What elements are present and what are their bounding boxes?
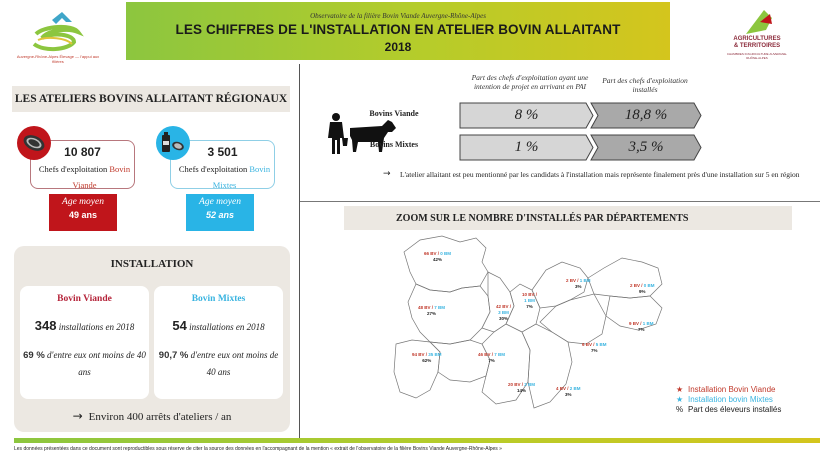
dept-label: 2 BV / 0 BM 9% (630, 283, 655, 294)
installation-mixte-pct: 90,7 % d'entre eux ont moins de 40 ans (158, 350, 279, 377)
agricultures-territoires-logo (726, 8, 788, 64)
installation-heading: INSTALLATION (110, 258, 194, 270)
viande-age-box (49, 194, 117, 231)
mixte-age-label: Age moyen (199, 197, 241, 207)
regional-section-heading: LES ATELIERS BOVINS ALLAITANT RÉGIONAUX (12, 86, 290, 112)
dept-label: 42 BV / 3 BM 30% (496, 304, 512, 321)
arrow-right-icon: → (383, 169, 391, 179)
viande-age-label: Age moyen (62, 197, 104, 207)
installation-viande-title: Bovin Viande (57, 294, 112, 304)
viande-installed-cell: 18,8 % (590, 102, 702, 129)
department-map (390, 232, 680, 438)
right-logo-subtitle: CHAMBRES D'AGRICULTURE AUVERGNE-RHÔNE-ALPES (726, 52, 788, 60)
dept-label: 48 BV / 7 BM 27% (418, 305, 446, 316)
installation-section (14, 246, 290, 432)
footer-disclaimer: Les données présentées dans ce document sont reproductibles sous réserve de citer la source des données en l'accompagnant de la mention « extrait de l'observatoire de la filière Bovins Viande Auvergne-Rhône-Alpes » (14, 446, 502, 452)
legend-item-viande: ★ Installation Bovin Viande (676, 385, 776, 394)
horizontal-divider (300, 201, 820, 202)
dept-label: 66 BV / 0 BM 42% (424, 251, 452, 262)
mixte-age-box (186, 194, 254, 231)
farmer-with-cow-icon (326, 112, 398, 156)
installation-mixte-title: Bovin Mixtes (191, 294, 246, 304)
star-icon: ★ (676, 395, 684, 404)
title-banner (126, 2, 670, 60)
dept-label: 9 BV / 1 BM 7% (629, 321, 654, 332)
mixte-age-value: 52 ans (205, 210, 235, 220)
intention-column-header: Part des chefs d'exploitation ayant une intention de projet en arrivant en PAI (471, 73, 589, 91)
star-icon: ★ (676, 385, 684, 394)
page-title: LES CHIFFRES DE L'INSTALLATION EN ATELIER BOVIN ALLAITANT (175, 22, 621, 37)
dept-label: 2 BV / 1 BM 3% (566, 278, 591, 289)
comparison-note: → L'atelier allaitant est peu mentionné par les candidats à l'installation mais représente finalement près d'une installation sur 5 en région (383, 169, 800, 179)
legend-item-mixtes: ★ Installation bovin Mixtes (676, 395, 773, 404)
dept-label: 4 BV / 2 BM 3% (556, 386, 581, 397)
installation-viande-card (20, 286, 149, 399)
viande-intention-cell: 8 % (459, 102, 594, 129)
percent-icon: % (676, 405, 684, 414)
installed-column-header: Part des chefs d'exploitation installés (602, 76, 688, 94)
mixte-count: 3 501 (207, 145, 238, 159)
installation-mixte-count: 54 installations en 2018 (172, 318, 265, 333)
viande-label: Chefs d'exploitation Bovin Viande (38, 164, 131, 190)
dept-label: 6 BV / 5 BM 7% (582, 342, 607, 353)
mixtes-intention-cell: 1 % (459, 134, 594, 161)
installation-mixte-card (154, 286, 283, 399)
dept-label: 46 BV / 7 BM 7% (478, 352, 506, 363)
dept-label: 10 BV / 1 BM 7% (522, 292, 538, 309)
dept-label: 94 BV / 35 BM 62% (412, 352, 442, 363)
row-label-mixtes: Bovins Mixtes (369, 140, 419, 149)
left-logo-text: Auvergne-Rhône-Alpes Élevage — l'appui aux filières (16, 54, 100, 64)
viande-age-value: 49 ans (68, 210, 98, 220)
row-label-viande: Bovins Viande (369, 109, 419, 118)
mixte-label: Chefs d'exploitation Bovin Mixtes (178, 164, 271, 190)
arrow-right-icon: → (72, 409, 83, 423)
installation-viande-pct: 69 % d'entre eux ont moins de 40 ans (23, 350, 146, 377)
steak-icon (17, 126, 51, 160)
map-section-heading: ZOOM SUR LE NOMBRE D'INSTALLÉS PAR DÉPARTEMENTS (344, 206, 792, 230)
mixtes-installed-cell: 3,5 % (590, 134, 702, 161)
banner-subtitle: Observatoire de la filière Bovin Viande Auvergne-Rhône-Alpes (310, 12, 486, 20)
legend-item-percent: % Part des éleveurs installés (676, 405, 782, 414)
installation-viande-count: 348 installations en 2018 (34, 318, 135, 333)
chambre-agriculture-logo-icon (726, 8, 788, 36)
mountain-logo-icon (22, 10, 92, 56)
right-logo-title: AGRICULTURES & TERRITOIRES (733, 36, 781, 49)
viande-count: 10 807 (64, 145, 101, 159)
auvergne-rhone-alpes-elevage-logo (16, 10, 100, 66)
map-legend (676, 385, 781, 415)
installation-footer: → Environ 400 arrêts d'ateliers / an (72, 409, 232, 423)
dept-label: 20 BV / 2 BM 14% (508, 382, 536, 393)
milk-bottle-steak-icon (156, 126, 190, 160)
vertical-divider (299, 64, 300, 440)
footer-bar (14, 438, 820, 443)
page-year: 2018 (384, 40, 412, 54)
